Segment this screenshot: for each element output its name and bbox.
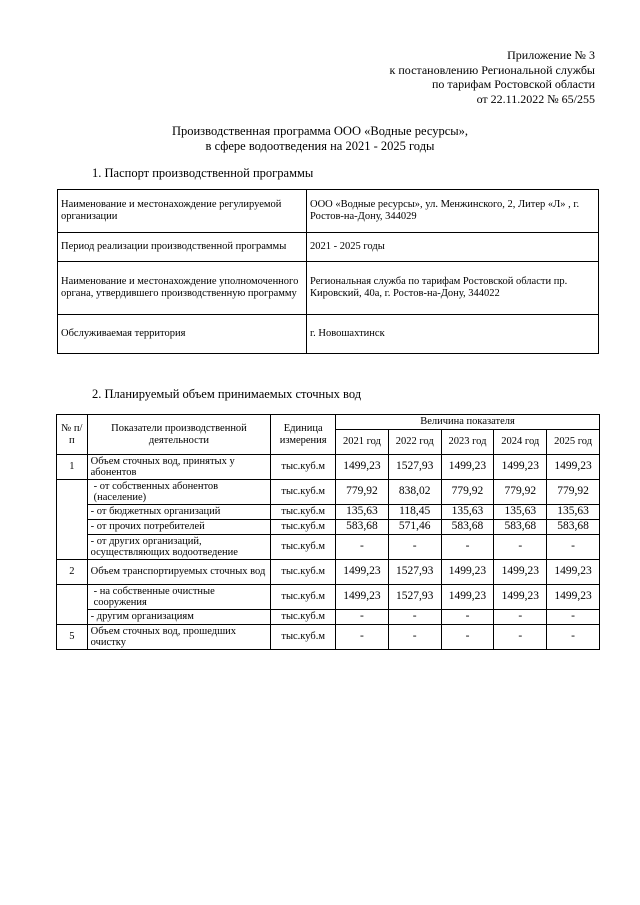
table-row [57, 535, 600, 560]
row-label: - от других организаций, осуществляющих водоотведение [87, 535, 271, 560]
row-value: - [547, 535, 600, 560]
volume-table [56, 414, 600, 650]
row-value: 779,92 [441, 480, 494, 505]
row-value: 583,68 [336, 520, 389, 535]
row-value: 1499,23 [336, 455, 389, 480]
row-value: 1499,23 [547, 455, 600, 480]
header-year: 2022 год [388, 430, 441, 455]
header-value-group: Величина показателя [336, 415, 600, 430]
row-label: Объем сточных вод, принятых у абонентов [87, 455, 271, 480]
row-value: 118,45 [388, 505, 441, 520]
table-row [58, 315, 599, 354]
document-title [0, 124, 640, 154]
header-year: 2023 год [441, 430, 494, 455]
title-line: Производственная программа ООО «Водные ресурсы», [171, 124, 469, 138]
row-unit: тыс.куб.м [271, 455, 336, 480]
table-header-row [57, 415, 600, 430]
row-value: - [336, 625, 389, 650]
row-label: - от прочих потребителей [87, 520, 271, 535]
row-label: - от бюджетных организаций [87, 505, 271, 520]
table-row [57, 625, 600, 650]
table-row [58, 190, 599, 233]
header-unit: Единица измерения [271, 415, 336, 455]
row-value: 135,63 [547, 505, 600, 520]
header-year: 2024 год [494, 430, 547, 455]
row-num: 2 [57, 560, 88, 585]
row-unit: тыс.куб.м [271, 585, 336, 610]
header-num: № п/п [57, 415, 88, 455]
annex-line: от 22.11.2022 № 65/255 [476, 91, 595, 106]
volume-heading: 2. Планируемый объем принимаемых сточных вод [92, 387, 362, 401]
table-row [58, 262, 599, 315]
header-year: 2025 год [547, 430, 600, 455]
row-value: - [547, 610, 600, 625]
row-num: 5 [57, 625, 88, 650]
row-unit: тыс.куб.м [271, 625, 336, 650]
row-value: 1499,23 [547, 585, 600, 610]
row-value: 838,02 [388, 480, 441, 505]
row-value: 583,68 [494, 520, 547, 535]
row-value: - [336, 610, 389, 625]
row-value: - [494, 535, 547, 560]
passport-value: 2021 - 2025 годы [307, 233, 599, 262]
annex-header [390, 48, 595, 106]
row-num [57, 480, 88, 560]
row-value: 583,68 [547, 520, 600, 535]
row-value: 1499,23 [336, 560, 389, 585]
row-value: - [388, 625, 441, 650]
row-value: 1499,23 [441, 585, 494, 610]
table-row [57, 610, 600, 625]
annex-line: к постановлению Региональной службы [389, 62, 595, 77]
table-row [58, 233, 599, 262]
passport-label: Период реализации производственной программы [58, 233, 307, 262]
row-value: 1499,23 [494, 585, 547, 610]
row-value: - [388, 535, 441, 560]
row-value: - [388, 610, 441, 625]
row-value: - [494, 625, 547, 650]
row-value: - [494, 610, 547, 625]
header-indicator: Показатели производственной деятельности [87, 415, 271, 455]
row-unit: тыс.куб.м [271, 535, 336, 560]
passport-label: Обслуживаемая территория [58, 315, 307, 354]
row-value: 1499,23 [336, 585, 389, 610]
row-value: 1499,23 [441, 560, 494, 585]
row-value: 571,46 [388, 520, 441, 535]
passport-value: ООО «Водные ресурсы», ул. Менжинского, 2, Литер «Л» , г. Ростов-на-Дону, 344029 [307, 190, 599, 233]
row-value: 1499,23 [547, 560, 600, 585]
row-unit: тыс.куб.м [271, 610, 336, 625]
row-value: 1499,23 [494, 455, 547, 480]
row-value: 1527,93 [388, 455, 441, 480]
annex-line: Приложение № 3 [507, 48, 595, 62]
row-value: 1499,23 [441, 455, 494, 480]
row-label: Объем транспортируемых сточных вод [87, 560, 271, 585]
row-label: - другим организациям [87, 610, 271, 625]
table-row [57, 585, 600, 610]
row-unit: тыс.куб.м [271, 560, 336, 585]
row-value: - [441, 535, 494, 560]
row-unit: тыс.куб.м [271, 505, 336, 520]
row-value: - [441, 625, 494, 650]
row-value: - [441, 610, 494, 625]
row-value: 1527,93 [388, 560, 441, 585]
row-value: - [547, 625, 600, 650]
row-value: 135,63 [336, 505, 389, 520]
annex-line: по тарифам Ростовской области [431, 77, 595, 91]
row-value: 135,63 [494, 505, 547, 520]
row-unit: тыс.куб.м [271, 520, 336, 535]
passport-heading: 1. Паспорт производственной программы [92, 166, 314, 180]
table-row [57, 505, 600, 520]
table-row [57, 480, 600, 505]
passport-label: Наименование и местонахождение уполномоченного органа, утвердившего производственную программу [58, 262, 307, 315]
row-value: 1527,93 [388, 585, 441, 610]
table-row [57, 560, 600, 585]
passport-table [57, 189, 599, 354]
row-unit: тыс.куб.м [271, 480, 336, 505]
row-label: Объем сточных вод, прошедших очистку [87, 625, 271, 650]
row-value: - [336, 535, 389, 560]
row-label: - от собственных абонентов (население) [87, 480, 271, 505]
row-num: 1 [57, 455, 88, 480]
row-value: 1499,23 [494, 560, 547, 585]
row-value: 135,63 [441, 505, 494, 520]
table-row [57, 455, 600, 480]
row-value: 779,92 [547, 480, 600, 505]
header-year: 2021 год [336, 430, 389, 455]
row-label: - на собственные очистные сооружения [87, 585, 271, 610]
title-line: в сфере водоотведения на 2021 - 2025 годы [205, 139, 435, 153]
row-num [57, 585, 88, 625]
passport-value: Региональная служба по тарифам Ростовской области пр. Кировский, 40а, г. Ростов-на-Дону, 344022 [307, 262, 599, 315]
passport-value: г. Новошахтинск [307, 315, 599, 354]
row-value: 583,68 [441, 520, 494, 535]
passport-label: Наименование и местонахождение регулируемой организации [58, 190, 307, 233]
table-row [57, 520, 600, 535]
row-value: 779,92 [494, 480, 547, 505]
row-value: 779,92 [336, 480, 389, 505]
